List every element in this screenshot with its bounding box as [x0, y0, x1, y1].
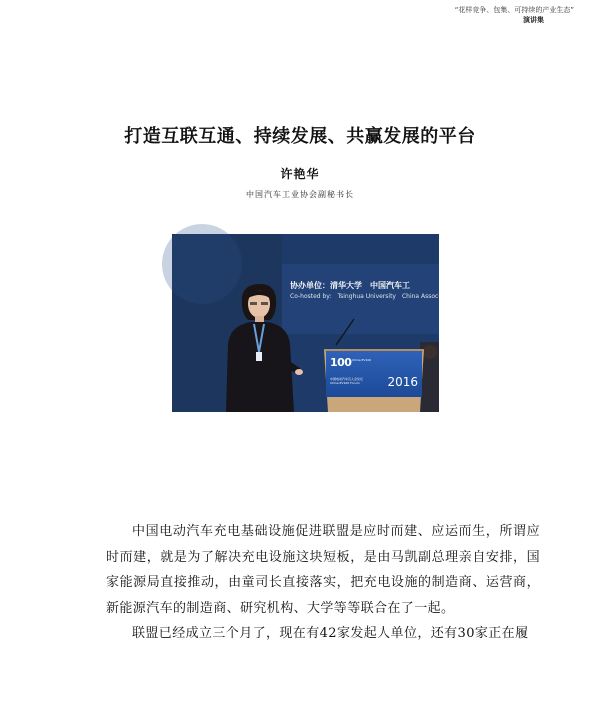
- sign-forum-name: [330, 377, 363, 385]
- article-body: [106, 519, 540, 647]
- ev100-logo: 100: [330, 356, 352, 369]
- running-header: [455, 6, 574, 25]
- speaker-photo: [172, 234, 489, 412]
- sign-forum-cn: 中国电动汽车百人会论坛: [330, 377, 364, 381]
- event-banner: [290, 280, 489, 320]
- sign-forum-en: China EV100 Forum: [330, 381, 360, 385]
- speaker-figure: [220, 282, 300, 412]
- author-name: 许艳华: [280, 167, 320, 181]
- sign-org-name: China EV100: [352, 358, 372, 362]
- sign-year: 2016: [387, 375, 418, 389]
- banner-cohost-en: Co-hosted by: Tsinghua University China Association of Automo: [290, 293, 489, 300]
- running-header-series: “花样竞争、包集、可持续的产业生态”: [454, 6, 574, 14]
- article-title: 打造互联互通、持续发展、共赢发展的平台: [124, 126, 476, 147]
- body-paragraph-1: 中国电动汽车充电基础设施促进联盟是应时而建、应运而生，所谓应时而建，就是为了解决充电设施这块短板，是由马凯副总理亲自安排，国家能源局直接推动，由童司长直接落实，把充电设施的制造商、运营商，新能源汽车的制造商、研究机构、大学等等联合在了一起。: [106, 524, 540, 616]
- author-affiliation: 中国汽车工业协会副秘书长: [246, 190, 354, 199]
- banner-cohost-cn: 协办单位：清华大学 中国汽车工: [290, 281, 410, 290]
- running-header-collection: 演讲集: [523, 16, 544, 24]
- body-paragraph-2: 联盟已经成立三个月了，现在有42家发起人单位，还有30家正在履: [132, 626, 529, 641]
- podium-sign: [326, 351, 422, 397]
